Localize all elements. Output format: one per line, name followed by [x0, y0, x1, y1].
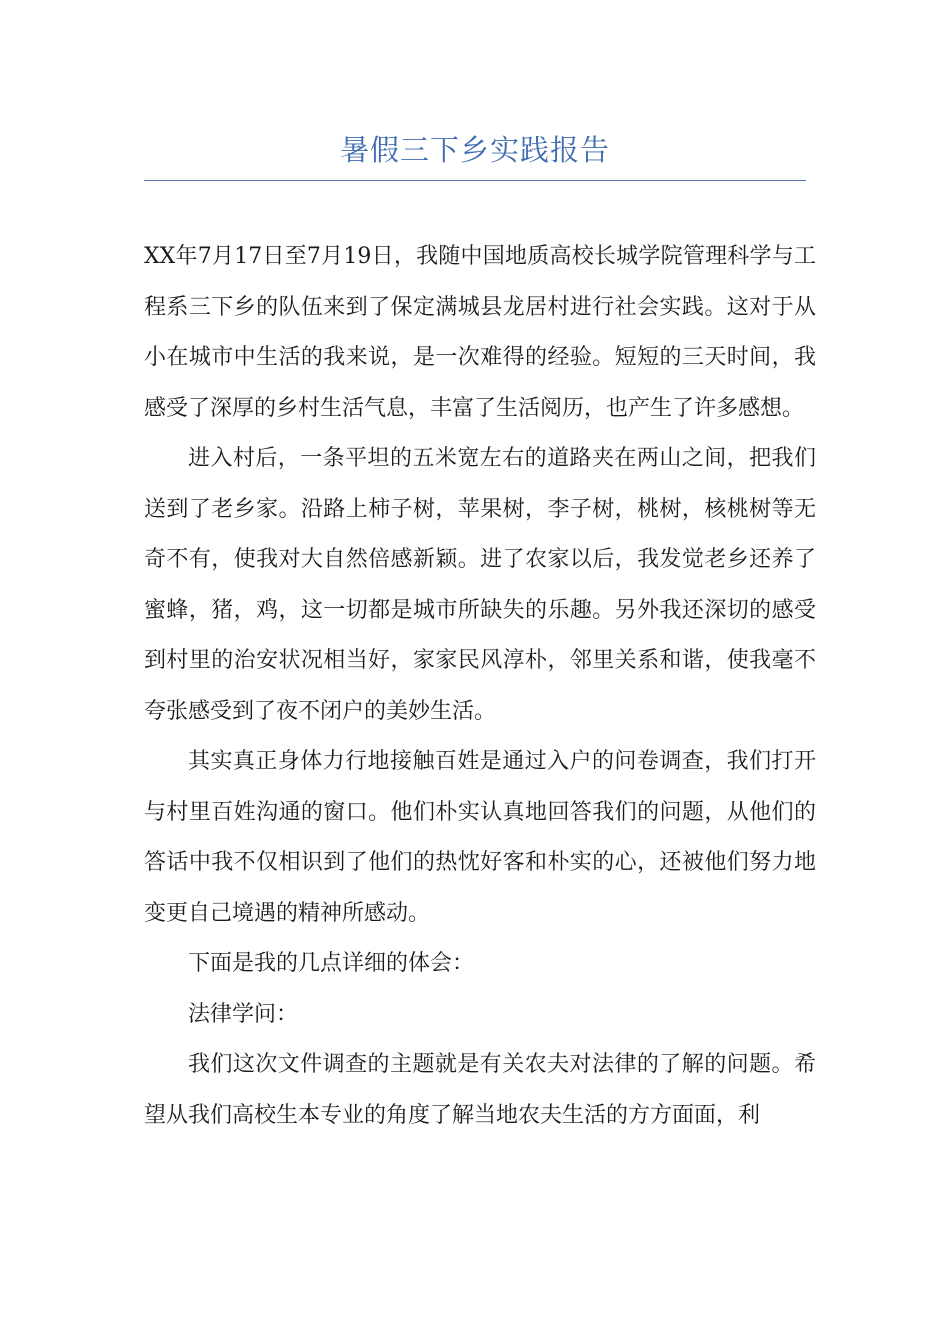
paragraph-survey: 其实真正身体力行地接触百姓是通过入户的问卷调查，我们打开与村里百姓沟通的窗口。他们朴实认真地回答我们的问题，从他们的答话中我不仅相识到了他们的热忱好客和朴实的心，还被他们努力地变更自己境遇的精神所感动。 [144, 749, 816, 926]
document-body [144, 232, 816, 1141]
paragraph-experiences-intro: 下面是我的几点详细的体会： [188, 951, 475, 976]
title-divider [144, 180, 806, 181]
section-heading-law: 法律学问： [188, 1001, 299, 1027]
page-title: 暑假三下乡实践报告 [339, 133, 610, 167]
paragraph-law-survey: 我们这次文件调查的主题就是有关农夫对法律的了解的问题。希望从我们高校生本专业的角度了解当地农夫生活的方方面面，利 [144, 1052, 816, 1128]
paragraph-intro: XX年7月17日至7月19日，我随中国地质高校长城学院管理科学与工程系三下乡的队伍来到了保定满城县龙居村进行社会实践。这对于从小在城市中生活的我来说，是一次难得的经验。短短的三天时间，我感受了深厚的乡村生活气息，丰富了生活阅历，也产生了许多感想。 [144, 244, 816, 421]
paragraph-village: 进入村后，一条平坦的五米宽左右的道路夹在两山之间，把我们送到了老乡家。沿路上柿子树，苹果树，李子树，桃树，核桃树等无奇不有，使我对大自然倍感新颖。进了农家以后，我发觉老乡还养了蜜蜂，猪，鸡，这一切都是城市所缺失的乐趣。另外我还深切的感受到村里的治安状况相当好，家家民风淳朴，邻里关系和谐，使我毫不夸张感受到了夜不闭户的美妙生活。 [144, 446, 816, 724]
